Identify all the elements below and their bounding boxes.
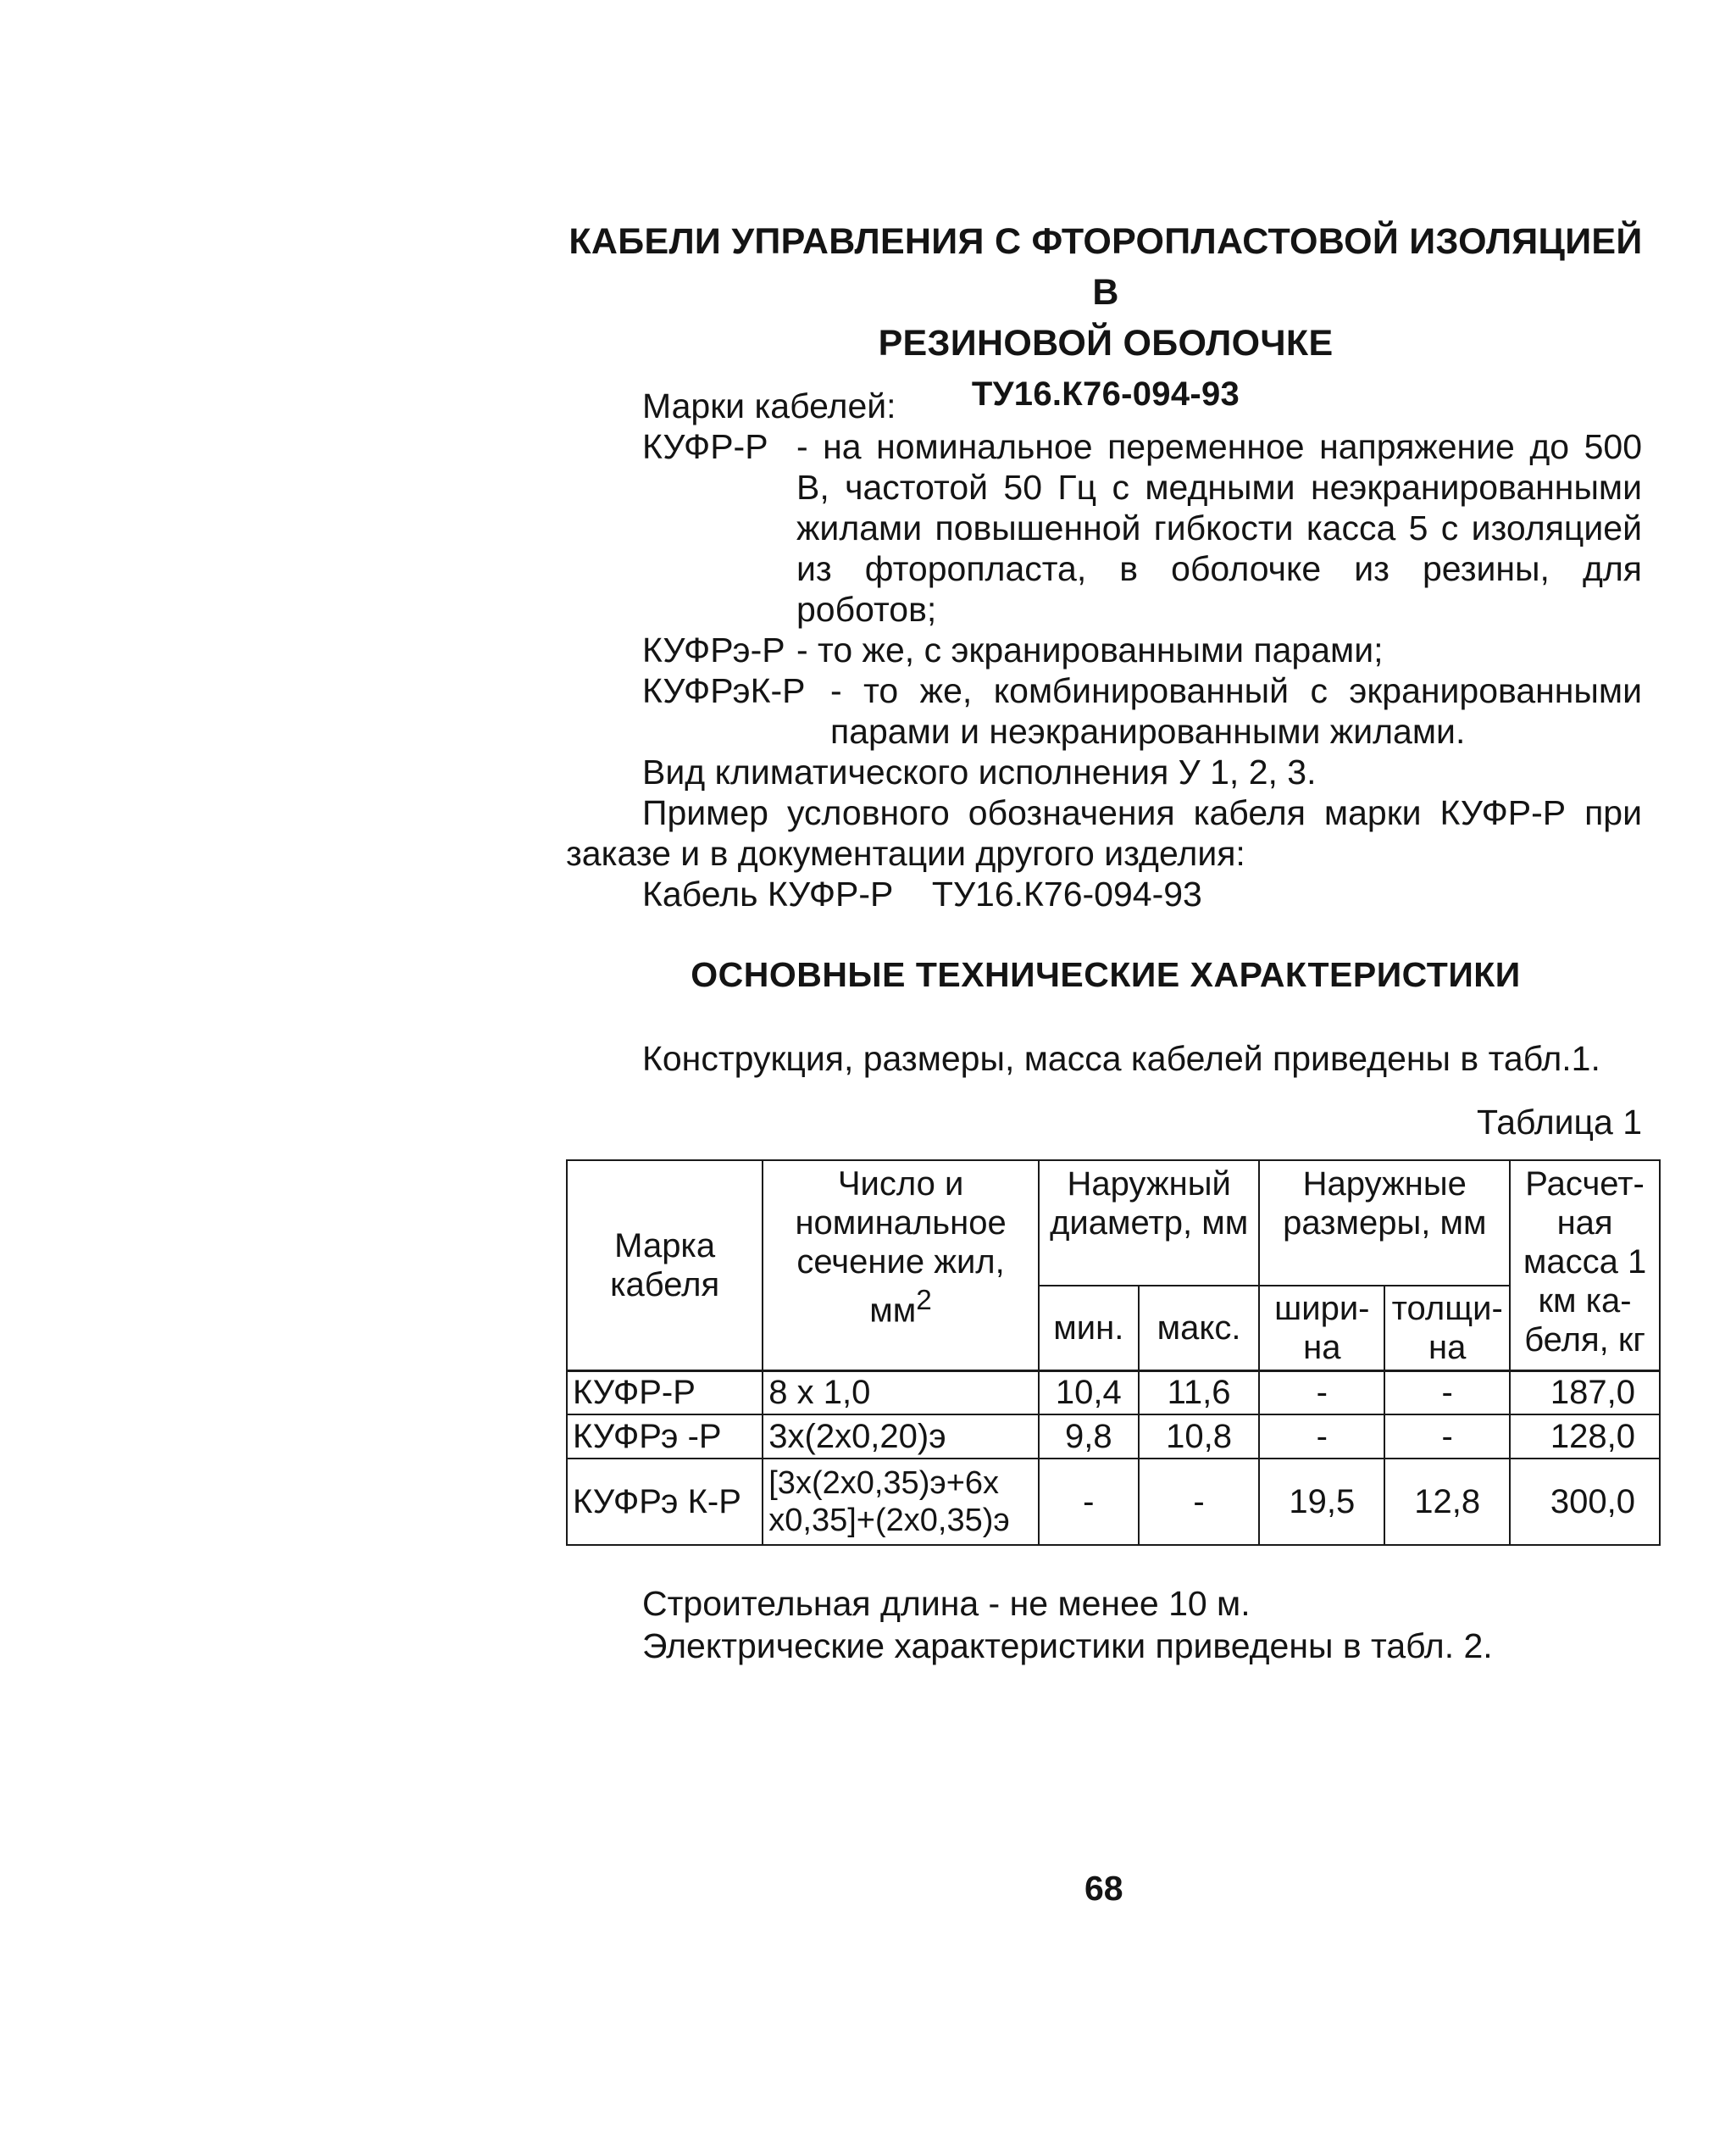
specification-table <box>566 1159 1661 1546</box>
table-row <box>567 1459 1660 1545</box>
table-row <box>567 1370 1660 1414</box>
brand-description: - на номинальное переменное напряжение до 500 В, частотой 50 Гц с медными неэкранированными жилами повышенной гибкости касса 5 с изоляцией из фторопласта, в оболочке из резины, для роботов; <box>796 427 1642 629</box>
title-line-1: КАБЕЛИ УПРАВЛЕНИЯ С ФТОРОПЛАСТОВОЙ ИЗОЛЯЦИЕЙ В <box>569 221 1643 313</box>
cell-mass: 187,0 <box>1510 1370 1660 1414</box>
construction-text: Конструкция, размеры, масса кабелей приведены в табл.1. <box>642 1039 1600 1078</box>
brand-name: КУФРэК-Р <box>642 671 806 710</box>
header-cores-superscript: 2 <box>916 1285 932 1316</box>
cell-mass: 300,0 <box>1510 1459 1660 1545</box>
cell-width: 19,5 <box>1259 1459 1384 1545</box>
header-outer-diameter: Наружный диаметр, мм <box>1039 1160 1260 1286</box>
cell-cores: [3х(2х0,35)э+6х х0,35]+(2х0,35)э <box>763 1459 1039 1545</box>
title-standard: ТУ16.К76-094-93 <box>971 375 1240 413</box>
title-line-2: РЕЗИНОВОЙ ОБОЛОЧКЕ <box>878 323 1334 364</box>
example-text-line-1: Пример условного обозначения кабеля марки КУФР-Р при <box>642 793 1642 832</box>
table-row <box>567 1414 1660 1459</box>
cell-brand: КУФРэ К-Р <box>567 1459 763 1545</box>
cell-brand: КУФР-Р <box>567 1370 763 1414</box>
header-brand: Марка кабеля <box>567 1160 763 1370</box>
length-text: Строительная длина - не менее 10 м. <box>642 1584 1251 1623</box>
header-thickness: толщи-на <box>1384 1286 1510 1370</box>
cell-thickness: 12,8 <box>1384 1459 1510 1545</box>
marks-label: Марки кабелей: <box>642 386 896 425</box>
cell-brand: КУФРэ -Р <box>567 1414 763 1459</box>
cell-cores: 3х(2х0,20)э <box>763 1414 1039 1459</box>
header-mass: Расчет-ная масса 1 км ка-беля, кг <box>1510 1160 1660 1370</box>
brand-description: - то же, с экранированными парами; <box>796 631 1384 670</box>
header-cores-text: Число и номинальное сечение жил, мм <box>795 1165 1007 1330</box>
header-outer-dimensions: Наружные размеры, мм <box>1259 1160 1510 1286</box>
header-cores <box>763 1160 1039 1370</box>
cell-cores: 8 х 1,0 <box>763 1370 1039 1414</box>
example-designation: Кабель КУФР-Р ТУ16.К76-094-93 <box>642 875 1202 914</box>
cell-width: - <box>1259 1370 1384 1414</box>
header-min: мин. <box>1039 1286 1139 1370</box>
cell-min: - <box>1039 1459 1139 1545</box>
cell-max: 11,6 <box>1139 1370 1260 1414</box>
table-caption: Таблица 1 <box>1477 1103 1642 1142</box>
section-title: ОСНОВНЫЕ ТЕХНИЧЕСКИЕ ХАРАКТЕРИСТИКИ <box>691 955 1521 994</box>
cell-max: - <box>1139 1459 1260 1545</box>
cell-width: - <box>1259 1414 1384 1459</box>
brand-name: КУФР-Р <box>642 427 768 466</box>
cell-min: 9,8 <box>1039 1414 1139 1459</box>
page-number: 68 <box>1084 1869 1123 1908</box>
climate-text: Вид климатического исполнения У 1, 2, 3. <box>642 753 1317 792</box>
header-width: шири-на <box>1259 1286 1384 1370</box>
cell-max: 10,8 <box>1139 1414 1260 1459</box>
header-max: макс. <box>1139 1286 1260 1370</box>
example-text-line-2: заказе и в документации другого изделия: <box>566 834 1245 873</box>
brand-name: КУФРэ-Р <box>642 631 785 670</box>
electrical-text: Электрические характеристики приведены в табл. 2. <box>642 1626 1493 1665</box>
cell-min: 10,4 <box>1039 1370 1139 1414</box>
cell-thickness: - <box>1384 1370 1510 1414</box>
cell-mass: 128,0 <box>1510 1414 1660 1459</box>
brand-description: - то же, комбинированный с экранированными парами и неэкранированными жилами. <box>830 671 1642 751</box>
cell-thickness: - <box>1384 1414 1510 1459</box>
